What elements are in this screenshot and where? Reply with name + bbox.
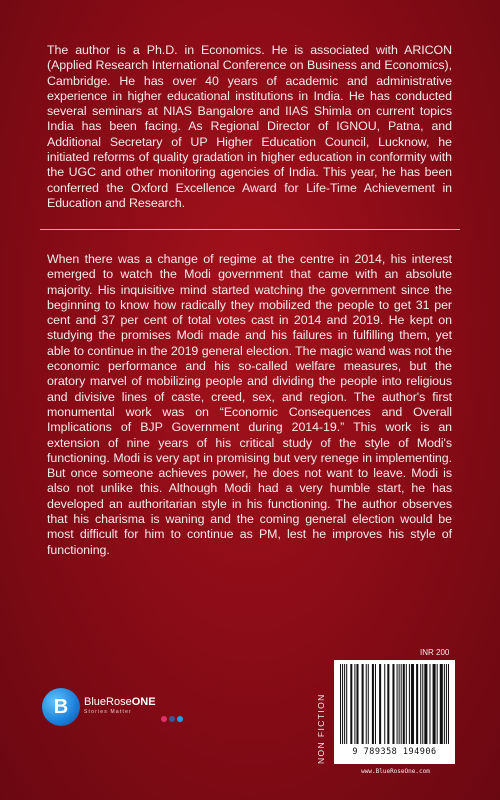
barcode-bar [387,664,389,744]
author-bio: The author is a Ph.D. in Economics. He is associated with ARICON (Applied Research International Conference on Business and Economics), Cambridge. He has over 40 years of academic and administrative experience in higher educational institutions in India. He has conducted several seminars at NIAS Bangalore and IIAS Shimla on current topics India has been facing. As Regional Director of IGNOU, Patna, and Additional Secretary of UP Higher Education Council, Lucknow, he initiated reforms of quality gradation in higher education in conformity with the UGC and other monitoring agencies of India. This year, he has been conferred the Oxford Excellence Award for Life-Time Achievement in Education and Research. [47,43,452,210]
barcode-bar [420,664,421,744]
barcode-bar [342,664,343,744]
barcode-bar [340,664,341,744]
barcode-bar [354,664,355,744]
publisher-tagline: Stories Matter [84,709,132,715]
barcode-bar [424,664,427,744]
barcode-bar [397,664,398,744]
barcode-bar [344,664,345,744]
barcode-bar [448,664,449,744]
barcode-bar [368,664,369,744]
barcode-bar [440,664,443,744]
publisher-name-part2: ONE [131,696,156,708]
barcode-bar [433,664,436,744]
twitter-icon [177,716,183,722]
barcode-bar [409,664,410,744]
genre-label: NON FICTION [316,693,326,764]
facebook-icon [169,716,175,722]
publisher-logo [42,688,202,728]
barcode-bar [350,664,352,744]
barcode-bar [416,664,418,744]
barcode-bar [429,664,430,744]
barcode-bar [356,664,358,744]
publisher-name [84,696,156,708]
barcode-bar [362,664,364,744]
barcode-bar [437,664,438,744]
isbn-barcode [334,660,455,764]
barcode-bar [384,664,385,744]
instagram-icon [161,716,167,722]
book-description: When there was a change of regime at the centre in 2014, his interest emerged to watch the Modi government that came with an absolute majority. His inquisitive mind started watching the government since the beginning to know how radically they mobilized the people to get 31 per cent and 37 per cent of total votes cast in 2014 and 2019. He kept on studying the promises Modi made and his failures in fulfilling them, yet able to continue in the 2019 general election. The magic wand was not the economic performance and his so-called welfare measures, but the oratory marvel of mobilizing people and dividing the people into religious and divisive lines of caste, creed, sex, and region. The author's first monumental work was on “Economic Consequences and Overall Implications of BJP Government during 2014-19.” This work is an extension of nine years of his critical study of the style of Modi's functioning. Modi is very apt in promising but very renege in implementing. But once someone achieves power, he does not want to leave. Modi is also not unlike this. Although Modi had a very humble start, he has developed an authoritarian style in his functioning. The author observes that his charisma is waning and the coming general election would be most difficult for him to continue as PM, lest he improves his style of functioning. [47,252,452,557]
barcode-bar [392,664,394,744]
barcode-bar [411,664,414,744]
publisher-name-part1: BlueRose [84,696,132,708]
barcode-bar [346,664,347,744]
barcode-bar [446,664,447,744]
barcode-bars [340,664,449,744]
barcode-bar [444,664,445,744]
barcode-bar [399,664,400,744]
publisher-logo-mark: B [42,688,80,726]
social-icons [161,716,183,722]
price-label: INR 200 [420,648,450,657]
divider-line [40,229,460,230]
barcode-bar [372,664,374,744]
isbn-number: 9 789358 194906 [352,747,437,757]
barcode-bar [366,664,367,744]
publisher-website: www.BlueRoseOne.com [361,768,430,775]
barcode-bar [422,664,423,744]
barcode-bar [401,664,402,744]
barcode-bar [406,664,407,744]
barcode-bar [375,664,376,744]
barcode-bar [403,664,405,744]
barcode-bar [379,664,381,744]
